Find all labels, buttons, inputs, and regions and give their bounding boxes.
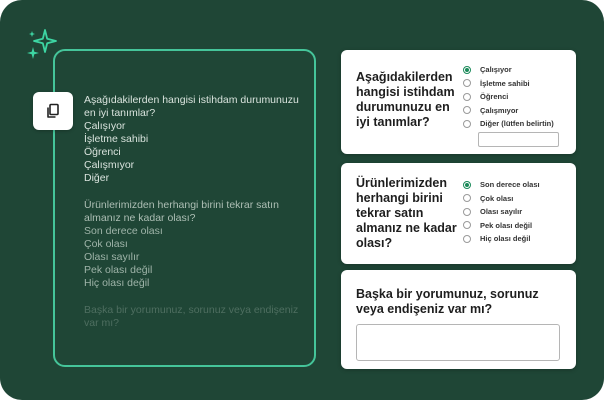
radio-label: Hiç olası değil bbox=[480, 234, 531, 244]
radio-option[interactable] bbox=[463, 232, 540, 246]
editor-option: Son derece olası bbox=[84, 225, 163, 237]
radio-label: Diğer (lütfen belirtin) bbox=[480, 119, 554, 129]
radio-button[interactable] bbox=[463, 181, 471, 189]
radio-option[interactable] bbox=[463, 192, 540, 206]
editor-question-block bbox=[84, 304, 306, 330]
radio-label: Öğrenci bbox=[480, 92, 509, 102]
radio-option[interactable] bbox=[463, 117, 554, 131]
card-question: Ürünlerimizden herhangi birini tekrar satın almanız ne kadar olası? bbox=[356, 176, 457, 250]
radio-group bbox=[463, 63, 554, 131]
editor-content bbox=[84, 94, 306, 344]
survey-question-card bbox=[341, 50, 576, 154]
radio-label: Son derece olası bbox=[480, 180, 540, 190]
editor-option: Çalışmıyor bbox=[84, 159, 135, 171]
radio-option[interactable] bbox=[463, 63, 554, 77]
survey-question-card bbox=[341, 163, 576, 264]
radio-option[interactable] bbox=[463, 219, 540, 233]
copy-icon bbox=[45, 103, 61, 119]
radio-label: Pek olası değil bbox=[480, 220, 533, 230]
radio-label: Çalışmıyor bbox=[480, 105, 519, 115]
editor-question-block bbox=[84, 94, 306, 185]
editor-option: Öğrenci bbox=[84, 146, 121, 158]
editor-question: Ürünlerimizden herhangi birini tekrar satın almanız ne kadar olası? bbox=[84, 199, 279, 224]
radio-button[interactable] bbox=[463, 221, 471, 229]
editor-option: İşletme sahibi bbox=[84, 133, 149, 145]
radio-button[interactable] bbox=[463, 194, 471, 202]
radio-label: Olası sayılır bbox=[480, 207, 523, 217]
editor-option: Olası sayılır bbox=[84, 251, 140, 263]
radio-option[interactable] bbox=[463, 90, 554, 104]
radio-group bbox=[463, 178, 540, 246]
radio-button[interactable] bbox=[463, 235, 471, 243]
radio-button[interactable] bbox=[463, 106, 471, 114]
radio-option[interactable] bbox=[463, 178, 540, 192]
copy-button[interactable] bbox=[33, 92, 73, 130]
editor-question-block bbox=[84, 199, 306, 290]
radio-button[interactable] bbox=[463, 208, 471, 216]
editor-option: Diğer bbox=[84, 172, 110, 184]
other-text-input[interactable] bbox=[478, 132, 559, 147]
radio-option[interactable] bbox=[463, 77, 554, 91]
card-question: Aşağıdakilerden hangisi istihdam durumunuzu en iyi tanımlar? bbox=[356, 70, 455, 129]
radio-label: Çok olası bbox=[480, 193, 514, 203]
editor-option: Pek olası değil bbox=[84, 264, 153, 276]
radio-button[interactable] bbox=[463, 120, 471, 128]
radio-button[interactable] bbox=[463, 66, 471, 74]
editor-question: Başka bir yorumunuz, sorunuz veya endişeniz var mı? bbox=[84, 304, 299, 329]
radio-label: Çalışıyor bbox=[480, 65, 512, 75]
editor-question: Aşağıdakilerden hangisi istihdam durumunuzu en iyi tanımlar? bbox=[84, 94, 299, 119]
radio-label: İşletme sahibi bbox=[480, 78, 530, 88]
radio-option[interactable] bbox=[463, 205, 540, 219]
editor-option: Çok olası bbox=[84, 238, 128, 250]
editor-option: Hiç olası değil bbox=[84, 277, 150, 289]
comment-textarea[interactable] bbox=[356, 324, 560, 361]
radio-button[interactable] bbox=[463, 79, 471, 87]
radio-button[interactable] bbox=[463, 93, 471, 101]
card-question: Başka bir yorumunuz, sorunuz veya endişeniz var mı? bbox=[356, 287, 539, 316]
editor-option: Çalışıyor bbox=[84, 120, 126, 132]
survey-question-card bbox=[341, 270, 576, 369]
radio-option[interactable] bbox=[463, 104, 554, 118]
